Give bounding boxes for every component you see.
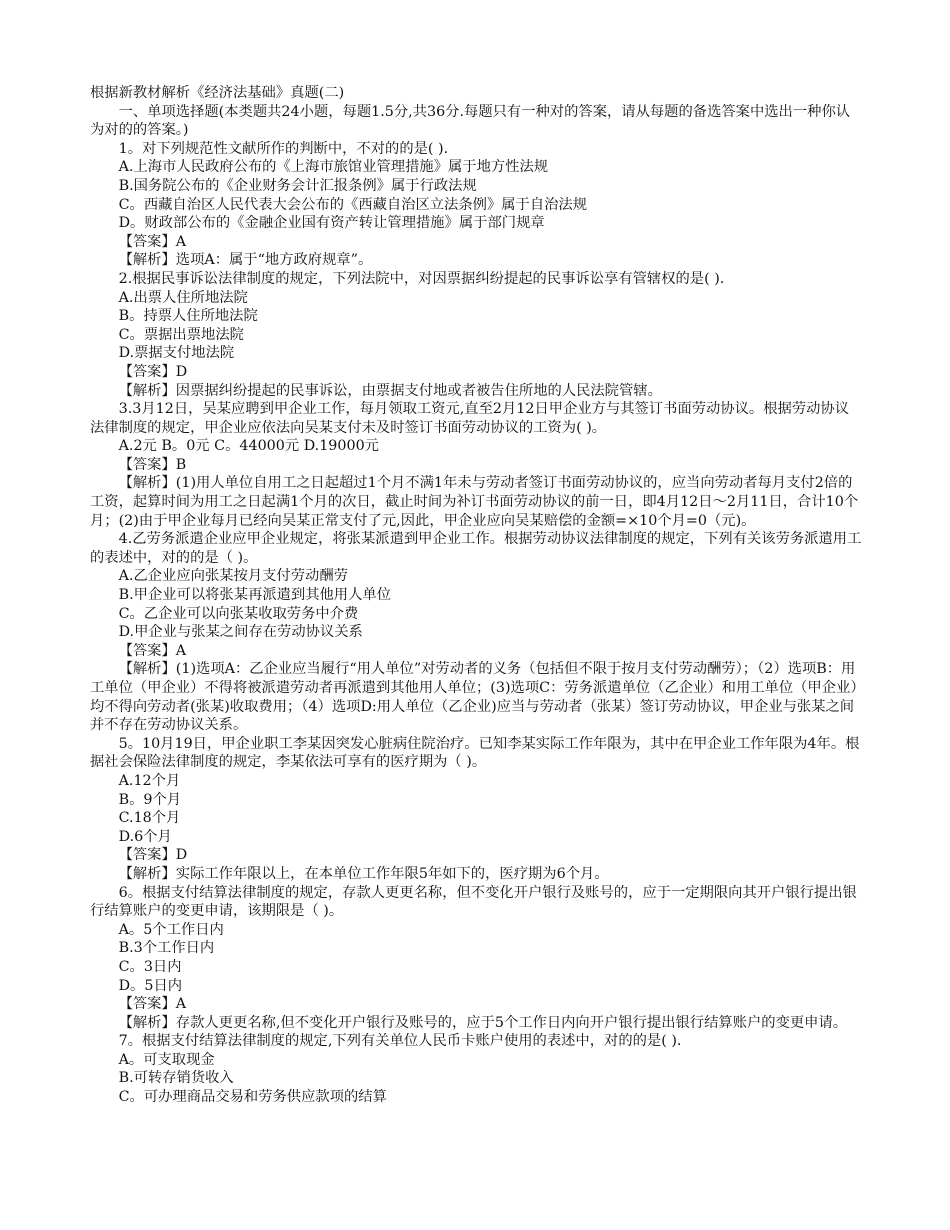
question-stem: 4.乙劳务派遣企业应甲企业规定，将张某派遣到甲企业工作。根据劳动协议法律制度的规定，下列有关该劳务派遣用工的表述中，对的的是（ )。 — [90, 531, 862, 566]
question-stem: 1。对下列规范性文献所作的判断中，不对的的是( ). — [118, 140, 449, 157]
question-option: C。乙企业可以向张某收取劳务中介费 — [118, 605, 359, 622]
question-option: B。持票人住所地法院 — [118, 308, 258, 325]
question-option: A.12个月 — [118, 772, 181, 789]
question-option: B.3个工作日内 — [118, 940, 215, 957]
document-title: 根据新教材解析《经济法基础》真题(二) — [90, 85, 345, 101]
question-option: A.出票人住所地法院 — [118, 289, 248, 306]
question-analysis: 【解析】因票据纠纷提起的民事诉讼，由票据支付地或者被告住所地的人民法院管辖。 — [118, 382, 662, 399]
question-option: A.乙企业应向张某按月支付劳动酬劳 — [118, 568, 348, 585]
section-intro: 一、单项选择题(本类题共24小题，每题1.5分,共36分.每题只有一种对的答案，请从每题的备选答案中选出一种你认为对的的答案。) — [90, 103, 851, 139]
question-answer: 【答案】A — [118, 642, 187, 659]
question-answer: 【答案】D — [118, 363, 188, 380]
question-answer: 【答案】B — [118, 456, 187, 473]
question-stem: 5。10月19日，甲企业职工李某因突发心脏病住院治疗。已知李某实际工作年限为，其中在甲企业工作年限为4年。根据社会保险法律制度的规定，李某依法可享有的医疗期为（ )。 — [90, 735, 860, 771]
question-analysis: 【解析】(1)用人单位自用工之日起超过1个月不满1年未与劳动者签订书面劳动协议的，应当向劳动者每月支付2倍的工资，起算时间为用工之日起满1个月的次日，截止时间为补订书面劳动协议的前一日，即4月12日～2月11日，合计10个月；(2)由于甲企业每月已经向吴某正常支付了元,因此，甲企业应向吴某赔偿的金额=×10个月=0（元)。 — [90, 475, 859, 529]
question-option: C。票据出票地法院 — [118, 326, 244, 343]
question-option: C。3日内 — [118, 958, 182, 975]
question-option: D.票据支付地法院 — [118, 345, 235, 362]
question-option: A.上海市人民政府公布的《上海市旅馆业管理措施》属于地方性法规 — [118, 159, 549, 176]
question-option: D.甲企业与张某之间存在劳动协议关系 — [118, 624, 363, 641]
question-option: B.甲企业可以将张某再派遣到其他用人单位 — [118, 587, 391, 604]
question-answer: 【答案】D — [118, 847, 188, 864]
question-option: C。西藏自治区人民代表大会公布的《西藏自治区立法条例》属于自治法规 — [118, 196, 588, 213]
question-analysis: 【解析】实际工作年限以上，在本单位工作年限5年如下的，医疗期为6个月。 — [118, 865, 609, 882]
question-analysis: 【解析】存款人更更名称,但不变化开户银行及账号的，应于5个工作日内向开户银行提出银行结算账户的变更申请。 — [118, 1014, 848, 1031]
question-answer: 【答案】A — [118, 233, 187, 250]
question-option: A。可支取现金 — [118, 1051, 215, 1068]
question-option: C。可办理商品交易和劳务供应款项的结算 — [118, 1089, 387, 1106]
question-option: D.6个月 — [118, 828, 172, 845]
question-option: B.国务院公布的《企业财务会计汇报条例》属于行政法规 — [118, 177, 477, 194]
question-option: D。财政部公布的《金融企业国有资产转让管理措施》属于部门规章 — [118, 215, 545, 232]
question-stem: 6。根据支付结算法律制度的规定，存款人更更名称，但不变化开户银行及账号的，应于一定期限向其开户银行提出银行结算账户的变更申请，该期限是（ )。 — [90, 884, 857, 920]
question-analysis: 【解析】(1)选项A：乙企业应当履行“用人单位”对劳动者的义务（包括但不限于按月支付劳动酬劳）；（2）选项B：用工单位（甲企业）不得将被派遣劳动者再派遣到其他用人单位；(3)选项C：劳务派遣单位（乙企业）和用工单位（甲企业）均不得向劳动者(张某)收取费用；（4）选项D:用人单位（乙企业)应当与劳动者（张某）签订劳动协议，甲企业与张某之间并不存在劳动协议关系。 — [90, 661, 858, 734]
question-stem: 2.根据民事诉讼法律制度的规定，下列法院中，对因票据纠纷提起的民事诉讼享有管辖权的是( ). — [118, 270, 725, 287]
question-option: D。5日内 — [118, 977, 183, 994]
question-option: A。5个工作日内 — [118, 921, 224, 938]
question-analysis: 【解析】选项A：属于“地方政府规章”。 — [118, 252, 373, 269]
question-stem: 3.3月12日，吴某应聘到甲企业工作，每月领取工资元,直至2月12日甲企业方与其签订书面劳动协议。根据劳动协议法律制度的规定，甲企业应依法向吴某支付未及时签订书面劳动协议的工资为( )。 — [90, 401, 850, 436]
question-option: C.18个月 — [118, 810, 181, 827]
question-option: A.2元 B。0元 C。44000元 D.19000元 — [118, 438, 379, 455]
question-option: B。9个月 — [118, 791, 182, 808]
question-answer: 【答案】A — [118, 996, 187, 1013]
question-option: B.可转存销货收入 — [118, 1070, 234, 1087]
question-stem: 7。根据支付结算法律制度的规定,下列有关单位人民币卡账户使用的表述中，对的的是( ). — [118, 1033, 682, 1050]
